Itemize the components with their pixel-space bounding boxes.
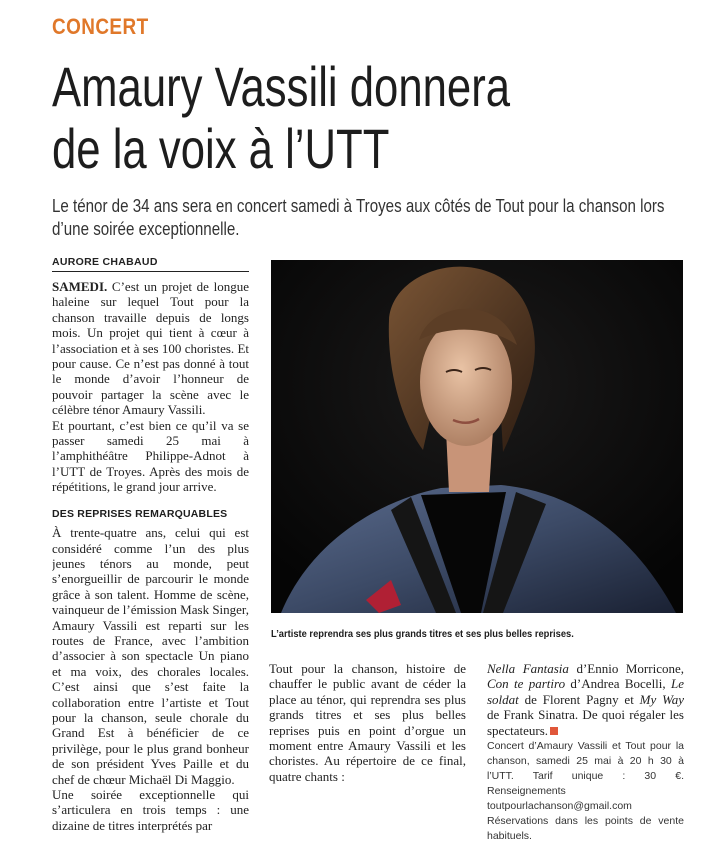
subheading: DES REPRISES REMARQUABLES [52, 507, 228, 520]
byline: AURORE CHABAUD [52, 256, 158, 268]
end-mark-icon [550, 727, 558, 735]
song-title: Le soldat [487, 676, 684, 707]
artist-photo [271, 260, 683, 613]
article-column-2 [269, 661, 466, 784]
paragraph-text: d’Ennio Morricone, [568, 661, 684, 676]
paragraph-text: d’Andrea Bocelli, [565, 676, 671, 692]
song-title: My Way [639, 691, 684, 707]
song-title: Nella Fantasia [487, 661, 569, 676]
standfirst: Le ténor de 34 ans sera en concert samedi à Troyes aux côtés de Tout pour la chanson lors d’une soirée exceptionnelle. [52, 196, 665, 239]
article-column-3 [487, 661, 684, 844]
practical-info: Concert d’Amaury Vassili et Tout pour la chanson, samedi 25 mai à 20 h 30 à l’UTT. Tarif unique : 30 €. Renseignements toutpourlachanson@gmail.com Réservations dans les points de vente habituels. [487, 740, 684, 843]
paragraph: À trente-quatre ans, celui qui est considéré comme l’un des plus jeunes ténors au monde, peut s’enorgueillir de parcourir le monde grâce à son talent. Homme de scène, vainqueur de l’émission Mask Singer, Amaury Vassili est reparti sur les routes de France, avec l’ambition d’associer à son spectacle Un piano et ma voix, des chorales locales. C’est ainsi que s’est faite la collaboration entre l’artiste et Tout pour la chanson, seule chorale du Grand Est à bénéficier de ce privilège, pour le plus grand bonheur de son président Yves Paille et du chef de chœur Michaël Di Maggio. [52, 525, 249, 787]
paragraph-text: de Frank Sinatra. De quoi régaler les spectateurs. [487, 707, 684, 738]
article-column-1 [52, 279, 249, 833]
lead-word: SAMEDI. [52, 279, 108, 294]
headline [52, 56, 645, 180]
paragraph: Et pourtant, c’est bien ce qu’il va se passer samedi 25 mai à l’amphithéâtre Philippe-Adnot à l’UTT de Troyes. Après des mois de répétitions, le grand jour arrive. [52, 417, 249, 495]
photo-caption: L’artiste reprendra ses plus grands titres et ses plus belles reprises. [271, 628, 574, 640]
paragraph [52, 279, 249, 418]
paragraph: Tout pour la chanson, histoire de chauffer le public avant de céder la place au ténor, qui reprendra ses plus grands titres et ses plus belles reprises puis en point d’orgue un moment entre Amaury Vassili et les choristes. Au répertoire de ce final, quatre chants : [269, 661, 466, 784]
paragraph-text: C’est un projet de longue haleine sur lequel Tout pour la chanson travaille depuis de longs mois. Un projet qui tient à cœur à l’association et à ses 100 choristes. Et pour cause. Ce n’est pas donné à tout le monde d’avoir l’honneur de pouvoir partager la scène avec le célèbre ténor Amaury Vassili. [52, 279, 249, 418]
headline-line-1: Amaury Vassili donnera [52, 55, 511, 118]
paragraph: Une soirée exceptionnelle qui s’articulera en trois temps : une dizaine de titres interprétés par [52, 787, 249, 833]
paragraph [487, 661, 684, 738]
headline-line-2: de la voix à l’UTT [52, 117, 390, 180]
paragraph-text: de Florent Pagny et [518, 691, 640, 707]
byline-rule [52, 271, 249, 272]
portrait-illustration [271, 260, 683, 613]
section-kicker: CONCERT [52, 14, 149, 39]
song-title: Con te partiro [487, 676, 566, 692]
